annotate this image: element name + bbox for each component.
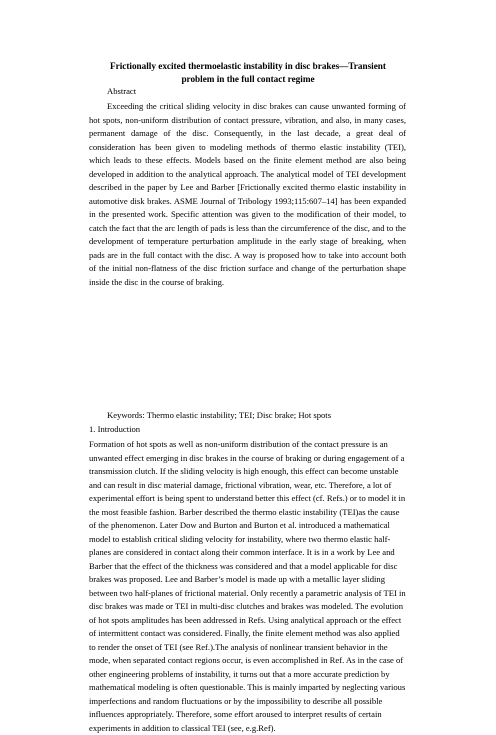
section-heading: 1. Introduction [89, 424, 141, 434]
introduction-body: Formation of hot spots as well as non-uniform distribution of the contact pressure is an unwanted effect emerging in disc brakes in the course of braking or during engagement of a transmission clutch. If the sliding velocity is high enough, this effect can become unstable and can result in disc material damage, frictional vibration, wear, etc. Therefore, a lot of experimental effort is being spent to understand better this effect (cf. Refs.) or to model it in the most feasible fashion. Barber described the thermo elastic instability (TEI)as the cause of the phenomenon. Later Dow and Burton and Burton et al. introduced a mathematical model to establish critical sliding velocity for instability, where two thermo elastic half-planes are considered in contact along their common interface. It is in a work by Lee and Barber that the effect of the thickness was considered and that a model applicable for disc brakes was proposed. Lee and Barber’s model is made up with a metallic layer sliding between two half-planes of frictional material. Only recently a parametric analysis of TEI in disc brakes was made or TEI in multi-disc clutches and brakes was modeled. The evolution of hot spots amplitudes has been addressed in Refs. Using analytical approach or the effect of intermittent contact was considered. Finally, the finite element method was also applied to render the onset of TEI (see Ref.).The analysis of nonlinear transient behavior in the mode, when separated contact regions occur, is even accomplished in Ref. As in the case of other engineering problems of instability, it turns out that a more accurate prediction by mathematical modeling is often questionable. This is mainly imparted by neglecting various imperfections and random fluctuations or by the impossibility to describe all possible influences appropriately. Therefore, some effort aroused to interpret results of certain experiments in addition to classical TEI (see, e.g.Ref). [89, 439, 406, 733]
abstract-heading: Abstract [107, 86, 137, 96]
abstract-body: Exceeding the critical sliding velocity in disc brakes can cause unwanted forming of hot spots, non-uniform distribution of contact pressure, vibration, and also, in many cases, permanent damage of the disc. Consequently, in the last decade, a great deal of consideration has been given to modeling methods of thermo elastic instability (TEI), which leads to these effects. Models based on the finite element method are also being developed in addition to the analytical approach. The analytical model of TEI development described in the paper by Lee and Barber [Frictionally excited thermo elastic instability in automotive disk brakes. ASME Journal of Tribology 1993;115:607–14] has been expanded in the presented work. Specific attention was given to the modification of their model, to catch the fact that the arc length of pads is less than the circumference of the disc, and to the development of temperature perturbation amplitude in the early stage of breaking, when pads are in the full contact with the disc. A way is proposed how to take into account both of the initial non-flatness of the disc friction surface and change of the perturbation shape inside the disc in the course of braking. [89, 101, 406, 287]
introduction-section [89, 438, 406, 735]
abstract-section [89, 100, 406, 289]
keywords-line: Keywords: Thermo elastic instability; TEI; Disc brake; Hot spots [107, 410, 332, 420]
title-line-2: problem in the full contact regime [181, 74, 315, 84]
title-line-1: Frictionally excited thermoelastic instability in disc brakes—Transient [110, 61, 386, 71]
paper-title [60, 60, 436, 86]
